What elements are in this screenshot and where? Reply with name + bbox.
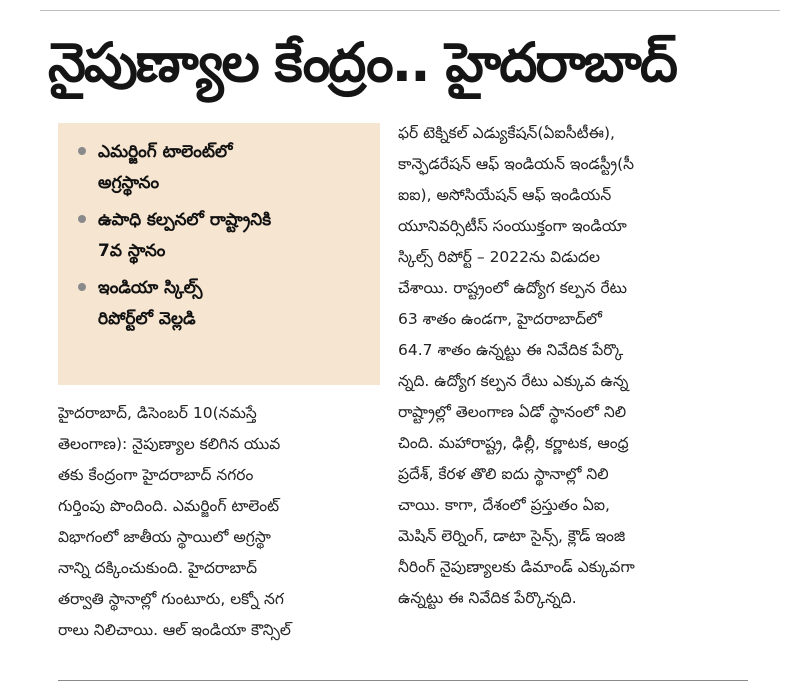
body-line: చేశాయి. రాష్ట్రంలో ఉద్యోగ కల్పన రేటు [398, 279, 627, 297]
highlight-item [78, 201, 370, 263]
body-line: స్కిల్స్ రిపోర్ట్ – 2022ను విడుదల [398, 248, 600, 266]
highlight-line: ఎమర్జింగ్ టాలెంట్‌లో [98, 142, 233, 162]
body-line: తెలంగాణ): నైపుణ్యాల కలిగిన యువ [58, 435, 281, 453]
highlights-box [58, 123, 380, 385]
body-line: చింది. మహారాష్ట్ర, ఢిల్లీ, కర్ణాటక, ఆంధ్ర [398, 434, 629, 452]
body-column-right [398, 118, 748, 614]
body-line: రాష్ట్రాల్లో తెలంగాణ ఏడో స్థానంలో నిలి [398, 403, 627, 421]
highlights-list [78, 133, 370, 331]
body-line: ఫర్ టెక్నికల్ ఎడ్యుకేషన్(ఏఐసీటీఈ), [398, 124, 615, 142]
body-line: గుర్తింపు పొందింది. ఎమర్జింగ్ టాలెంట్ [58, 497, 280, 515]
body-line: నాన్ని దక్కించుకుంది. హైదరాబాద్ [58, 559, 258, 577]
bullet-dot-icon [78, 283, 86, 291]
highlight-line: రిపోర్ట్‌లో వెల్లడి [98, 309, 196, 329]
highlight-line: ఇండియా స్కిల్స్ [98, 278, 203, 298]
highlight-line: 7వ స్థానం [98, 241, 166, 261]
body-column-left [58, 398, 388, 646]
bottom-border [58, 680, 748, 681]
body-line: ఉన్నట్టు ఈ నివేదిక పేర్కొన్నది. [398, 589, 577, 607]
body-line: మెషిన్ లెర్నింగ్, డాటా సైన్స్, క్లౌడ్ ఇంజి [398, 527, 626, 545]
body-line: చాయి. కాగా, దేశంలో ప్రస్తుతం ఏఐ, [398, 496, 610, 514]
headline: నైపుణ్యాల కేంద్రం.. హైదరాబాద్ [48, 31, 676, 94]
body-line: న్నది. ఉద్యోగ కల్పన రేటు ఎక్కువ ఉన్న [398, 372, 629, 390]
bullet-dot-icon [78, 147, 86, 155]
body-line: ఐఐ), అసోసియేషన్ ఆఫ్ ఇండియన్ [398, 186, 612, 204]
top-border [40, 10, 780, 11]
highlight-item [78, 133, 370, 195]
body-line: తకు కేంద్రంగా హైదరాబాద్ నగరం [58, 466, 254, 484]
bullet-dot-icon [78, 215, 86, 223]
body-line: 63 శాతం ఉండగా, హైదరాబాద్‌లో [398, 310, 602, 328]
body-line: విభాగంలో జాతీయ స్థాయిలో అగ్రస్థా [58, 528, 271, 546]
body-line: ప్రదేశ్, కేరళ తొలి ఐదు స్థానాల్లో నిలి [398, 465, 609, 483]
body-line: తర్వాతి స్థానాల్లో గుంటూరు, లక్నో నగ [58, 590, 284, 608]
body-line: కాన్ఫెడరేషన్ ఆఫ్ ఇండియన్ ఇండస్ట్రీ(సీ [398, 155, 635, 173]
body-line: హైదరాబాద్, డిసెంబర్ 10(నమస్తే [58, 404, 257, 422]
body-line: నీరింగ్ నైపుణ్యాలకు డిమాండ్ ఎక్కువగా [398, 558, 635, 576]
highlight-item [78, 269, 370, 331]
body-line: యూనివర్సిటీస్ సంయుక్తంగా ఇండియా [398, 217, 627, 235]
body-line: 64.7 శాతం ఉన్నట్టు ఈ నివేదిక పేర్కొ [398, 341, 624, 359]
body-line: రాలు నిలిచాయి. ఆల్ ఇండియా కౌన్సిల్ [58, 621, 291, 639]
highlight-line: అగ్రస్థానం [98, 173, 160, 193]
highlight-line: ఉపాధి కల్పనలో రాష్ట్రానికి [98, 210, 272, 230]
